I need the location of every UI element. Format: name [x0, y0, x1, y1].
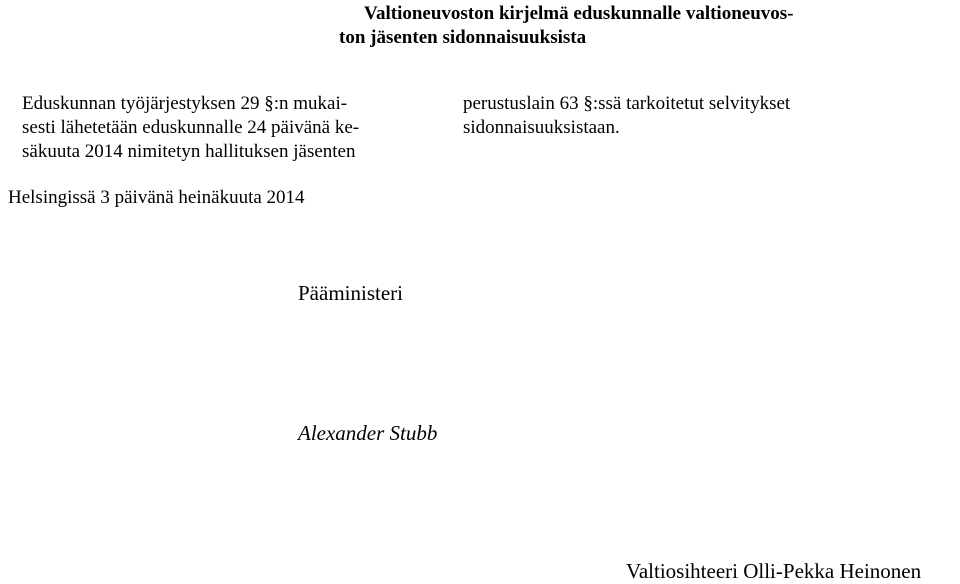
right-column-line-1: perustuslain 63 §:ssä tarkoitetut selvitykset [463, 93, 791, 114]
document-title-line-1: Valtioneuvoston kirjelmä eduskunnalle valtioneuvos- [364, 3, 794, 24]
signer-name: Alexander Stubb [298, 421, 438, 445]
document-title-line-2: ton jäsenten sidonnaisuuksista [339, 27, 587, 48]
left-column-line-1: Eduskunnan työjärjestyksen 29 §:n mukai- [22, 93, 348, 114]
right-column-line-2: sidonnaisuuksistaan. [463, 117, 620, 138]
place-and-date: Helsingissä 3 päivänä heinäkuuta 2014 [8, 187, 305, 208]
countersigner: Valtiosihteeri Olli-Pekka Heinonen [626, 559, 922, 583]
signer-title: Pääministeri [298, 281, 403, 305]
left-column-line-2: sesti lähetetään eduskunnalle 24 päivänä ke- [22, 117, 360, 138]
left-column-line-3: säkuuta 2014 nimitetyn hallituksen jäsenten [22, 141, 356, 162]
